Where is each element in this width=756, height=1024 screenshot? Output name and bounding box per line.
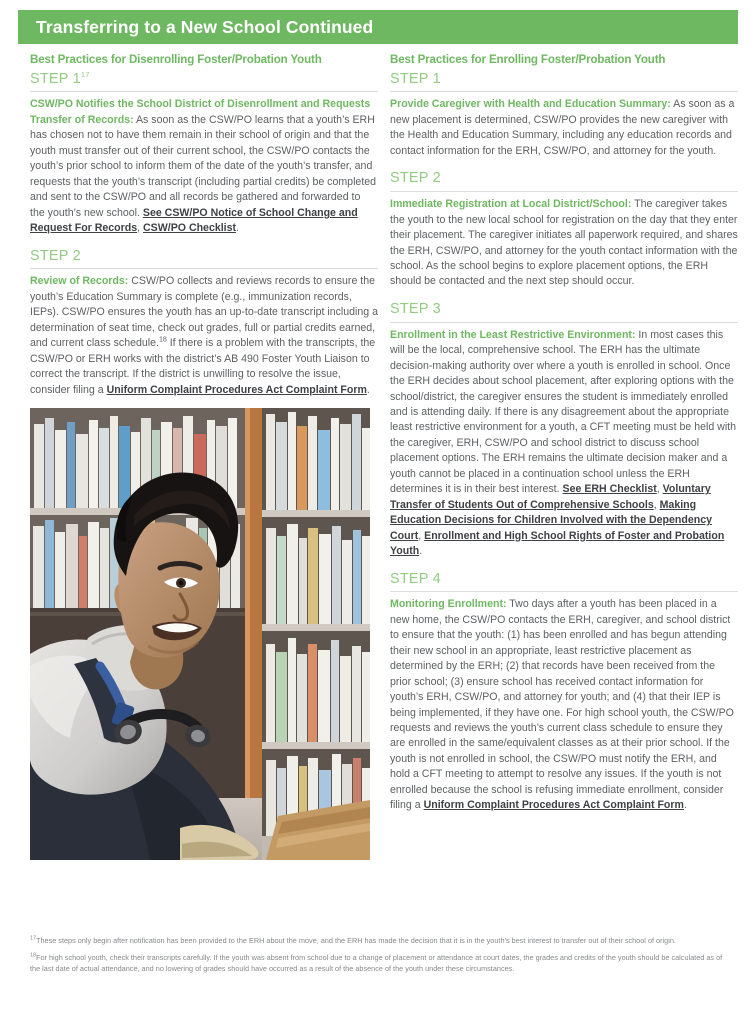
page-header-bar	[18, 10, 738, 44]
right-step-4-body: Two days after a youth has been placed in a new home, the CSW/PO contacts the ERH, caregiver, and school district to ensure that the youth: (1) has been enrolled and has begun attending their new school in an appropriate, least restrictive placement as determined by the ERH; (2) that records have been received from the prior school; (3) ensure school has received contact information for youth’s ERH, CSW/PO, and attorney for youth; and (4) that their IEP is being implemented, if they have one. For high school youth, the CSW/PO requests and reviews the youth’s current class schedule to ensure they are enrolled in the same/equivalent classes as at their prior school. If the youth is not enrolled in school, the CSW/PO must notify the ERH, and hold a CFT meeting to attempt to resolve any issues. If the youth is not enrolled because the school is refusing immediate enrollment, consider filing a	[390, 598, 734, 812]
right-step-3-paragraph: Enrollment in the Least Restrictive Environment: In most cases this will be the local, comprehensive school. The ERH has the ultimate decision-making authority over where a youth is enrolled in school. Once the ERH decides about school placement, after exploring options with the school/district, the caregiver ensures the student is immediately enrolled and is attending daily. If there is any disagreement about the appropriate least restrictive environment for a youth, a CFT meeting must be held with the caregiver, ERH, CSW/PO and school district to discuss school placement options. The ERH remains the ultimate decision maker and a youth cannot be placed in a continuation school unless the ERH determines it is in their best interest. See ERH Checklist, Voluntary Transfer of Students Out of Comprehensive Schools, Making Education Decisions for Children Involved with the Dependency Court, Enrollment and High School Rights of Foster and Probation Youth.	[390, 328, 737, 558]
right-step-3-label: STEP 3	[390, 300, 441, 317]
link-voluntary-transfer-of-students[interactable]: Voluntary Transfer of Students Out of Comprehensive Schools	[390, 483, 711, 511]
right-step-3-lead: Enrollment in the Least Restrictive Environment:	[390, 328, 636, 341]
left-step-2-label	[30, 247, 378, 266]
left-step-1-text: STEP 1	[30, 70, 81, 87]
right-step-3-body-tail: .	[419, 545, 423, 558]
link-csw-po-checklist[interactable]: CSW/PO Checklist	[143, 222, 237, 235]
right-step-4-lead: Monitoring Enrollment:	[390, 598, 507, 611]
right-step-2-paragraph	[390, 197, 738, 290]
right-step-3-body: In most cases this will be the local, comprehensive school. The ERH has the ultimate decision-making authority over where a youth is enrolled in school. Once the ERH decides about school placement, after exploring options with the school/district, the caregiver ensures the student is immediately enrolled and is attending daily. If there is any disagreement about the appropriate least restrictive environment for a youth, a CFT meeting must be held with the caregiver, ERH, CSW/PO and school district to discuss school placement options. The ERH remains the ultimate decision maker and a youth cannot be placed in a continuation school unless the ERH determines it is in their best interest.	[390, 328, 737, 496]
left-step-2-text: STEP 2	[30, 247, 81, 264]
footnote-18-number: 18	[30, 952, 36, 959]
footnotes-section	[30, 936, 730, 981]
student-library-photo	[30, 408, 370, 860]
left-column-heading: Best Practices for Disenrolling Foster/Probation Youth	[30, 53, 322, 66]
right-step-4-divider	[390, 591, 738, 592]
left-step-2-lead: Review of Records:	[30, 275, 129, 288]
link-see-erh-checklist[interactable]: See ERH Checklist	[562, 483, 657, 496]
right-step-1-paragraph	[390, 97, 738, 159]
footnote-18-text: For high school youth, check their transcripts carefully. If the youth was absent from school due to a change of placement or attendance at court dates, the grades and credits of the youth should be calculated as of the last date of actual attendance, and no lowering of grades should have occurred as a result of the absence of the youth under these circumstances.	[30, 953, 723, 973]
books-right-second	[266, 524, 370, 624]
photo-artwork	[30, 408, 370, 860]
two-column-body	[0, 52, 756, 860]
right-column	[390, 52, 738, 860]
right-step-1-body: As soon as a new placement is determined, CSW/PO provides the new caregiver with the Health and Education Summary, including any education records and contact information for the ERH, CSW/PO, and attorney for the youth.	[390, 98, 735, 157]
link-csw-po-notice-of-school-change[interactable]: See CSW/PO Notice of School Change and Request For Records	[30, 206, 358, 235]
left-step-2-body-part2: If there is a problem with the transcripts, the CSW/PO or ERH works with the district’s AB 490 Foster Youth Liaison to correct the transcript. If the district is unwilling to resolve the issue, consider filing a	[30, 337, 376, 396]
right-step-1-label: STEP 1	[390, 70, 441, 87]
right-step-4-body-tail: .	[683, 799, 687, 812]
right-step-2-body: The caregiver takes the youth to the new local school for registration on the day that they enter their placement. The caregiver initiates all paperwork required, and shares the ERH, CSW/PO, and attorney for the youth contact information with the school. As the school begins to explore placement options, the ERH should be contacted and the next step should occur.	[390, 198, 738, 288]
right-step-2-lead: Immediate Registration at Local District/School:	[390, 198, 632, 211]
footnote-17-text: These steps only begin after notification has been provided to the ERH about the move, and the ERH has made the decision that it is in the youth’s best interest to transfer out of their school of origin.	[36, 936, 676, 945]
left-step-1-footnote-marker: 17	[80, 69, 90, 79]
page-title: Transferring to a New School Continued	[36, 16, 374, 37]
link-uniform-complaint-procedures-act-complaint-form-left[interactable]: Uniform Complaint Procedures Act Complaint Form	[106, 383, 367, 396]
left-step-1-divider	[30, 91, 378, 92]
left-step-2-body-part1: CSW/PO collects and reviews records to ensure the youth’s Education Summary is complete (e.g., immunization records, IEPs). CSW/PO ensures the youth has an up-to-date transcript including a determination of seat time, check out grades, full or partial credits earned, and current class schedule.	[30, 275, 379, 350]
link-uniform-complaint-procedures-act-complaint-form-right[interactable]: Uniform Complaint Procedures Act Complaint Form	[423, 799, 684, 812]
footnote-17-number: 17	[30, 935, 36, 942]
left-step-2-paragraph	[30, 274, 378, 398]
footnote-17	[30, 936, 730, 946]
left-step-1-body: As soon as the CSW/PO learns that a youth’s ERH has chosen not to have them remain in their school of origin and that the youth must transfer out of their current school, the CSW/PO contacts the youth’s prior school to inform them of the date of the youth’s transfer, and requests that the youth’s transcript (including partial credits) be completed and sent to the CSW/PO and all records be gathered and forwarded to the youth’s new school.	[30, 113, 377, 219]
left-step-1-body-tail: .	[236, 222, 239, 235]
books-right-third	[266, 638, 370, 742]
left-step-2-body-tail: .	[366, 383, 370, 396]
right-step-1-divider	[390, 91, 738, 92]
right-column-heading: Best Practices for Enrolling Foster/Probation Youth	[390, 53, 666, 66]
left-column	[30, 52, 378, 860]
left-step-1-paragraph: CSW/PO Notifies the School District of Disenrollment and Requests Transfer of Records: As soon as the CSW/PO learns that a youth’s ERH has chosen not to have them remain in their school of origin and that the youth must transfer out of their current school, the CSW/PO contacts the youth’s prior school to inform them of the date of the youth’s transfer, and requests that the youth’s transcript (including partial credits) be completed and sent to the CSW/PO and all records be gathered and forwarded to the youth’s new school. See CSW/PO Notice of School Change and Request For Records, CSW/PO Checklist.	[30, 98, 377, 235]
left-step-2-divider	[30, 268, 378, 269]
right-step-1-lead: Provide Caregiver with Health and Education Summary:	[390, 98, 671, 111]
right-step-4-paragraph	[390, 597, 738, 813]
left-step-1-label	[30, 70, 378, 89]
right-step-4-label: STEP 4	[390, 570, 441, 587]
right-step-3-divider	[390, 322, 738, 323]
left-step-2-inline-footnote-marker: 18	[158, 336, 167, 344]
right-step-2-label: STEP 2	[390, 170, 441, 187]
footnote-18	[30, 953, 730, 974]
link-enrollment-and-high-school-rights[interactable]: Enrollment and High School Rights of Foster and Probation Youth	[390, 529, 725, 558]
link-making-education-decisions[interactable]: Making Education Decisions for Children Involved with the Dependency Court	[390, 498, 712, 542]
right-step-2-divider	[390, 191, 738, 192]
left-step-1-lead: CSW/PO Notifies the School District of Disenrollment and Requests Transfer of Records:	[30, 98, 371, 126]
